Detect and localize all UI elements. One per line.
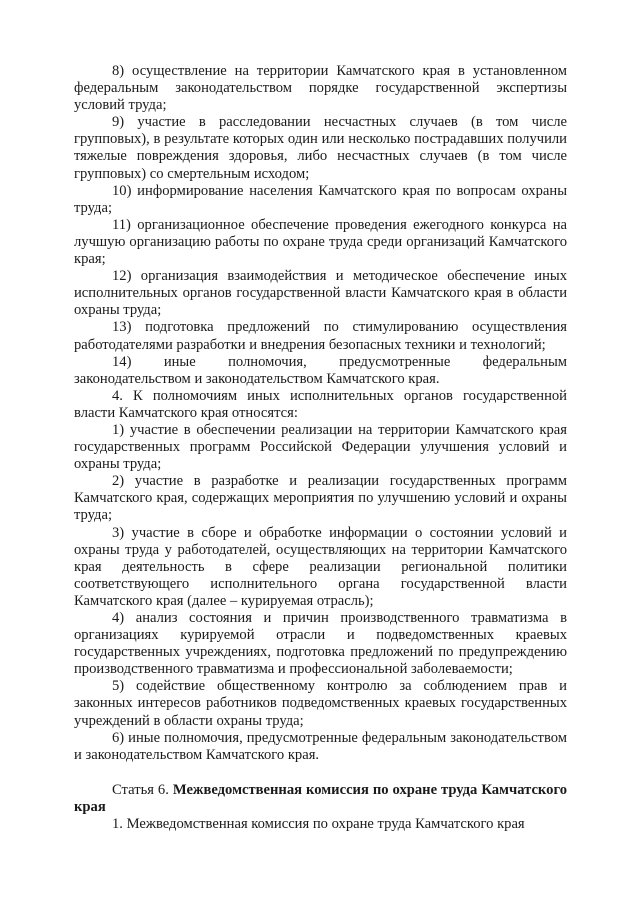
paragraph-item-13: 13) подготовка предложений по стимулированию осуществления работодателями разработки и внедрения безопасных техники и технологий; [74,319,567,353]
paragraph-article-item-1: 1. Межведомственная комиссия по охране труда Камчатского края [112,816,525,833]
paragraph-item-10: 10) информирование населения Камчатского края по вопросам охраны труда; [74,182,567,216]
paragraph-item-8: 8) осуществление на территории Камчатского края в установленном федеральным законодательством порядке государственной экспертизы условий труда; [74,63,567,114]
paragraph-section-4: 4. К полномочиям иных исполнительных органов государственной власти Камчатского края относятся: [74,387,567,421]
paragraph-subitem-4: 4) анализ состояния и причин производственного травматизма в организациях курируемой отрасли и подведомственных краевых государственных учреждениях, подготовка предложений по предупреждению производственного травматизма и профессиональной заболеваемости; [74,610,567,678]
paragraph-item-14: 14) иные полномочия, предусмотренные федеральным законодательством и законодательством Камчатского края. [74,353,567,387]
article-title: Межведомственная комиссия по охране труда Камчатского края [74,781,568,815]
paragraph-subitem-6: 6) иные полномочия, предусмотренные федеральным законодательством и законодательством Камчатского края. [74,729,567,763]
article-label: Статья 6. [112,781,173,798]
paragraph-item-11: 11) организационное обеспечение проведения ежегодного конкурса на лучшую организацию работы по охране труда среди организаций Камчатского края; [74,216,567,268]
document-body [74,63,567,833]
paragraph-subitem-2: 2) участие в разработке и реализации государственных программ Камчатского края, содержащих мероприятия по улучшению условий и охраны труда; [74,473,567,524]
paragraph-subitem-5: 5) содействие общественному контролю за соблюдением прав и законных интересов работников подведомственных краевых государственных учреждений в области охраны труда; [74,678,567,729]
paragraph-subitem-3: 3) участие в сборе и обработке информации о состоянии условий и охраны труда у работодателей, осуществляющих на территории Камчатского края деятельность в сфере реализации региональной политики соответствующего исполнительного органа государственной власти Камчатского края (далее – курируемая отрасль); [74,524,567,609]
paragraph-item-12: 12) организация взаимодействия и методическое обеспечение иных исполнительных органов государственной власти Камчатского края в области охраны труда; [74,268,567,319]
article-heading [74,782,567,816]
paragraph-item-9: 9) участие в расследовании несчастных случаев (в том числе групповых), в результате которых один или несколько пострадавших получили тяжелые повреждения здоровья, либо несчастных случаев (в том числе групповых) со смертельным исходом; [74,114,567,182]
paragraph-subitem-1: 1) участие в обеспечении реализации на территории Камчатского края государственных программ Российской Федерации улучшения условий и охраны труда; [74,421,567,473]
